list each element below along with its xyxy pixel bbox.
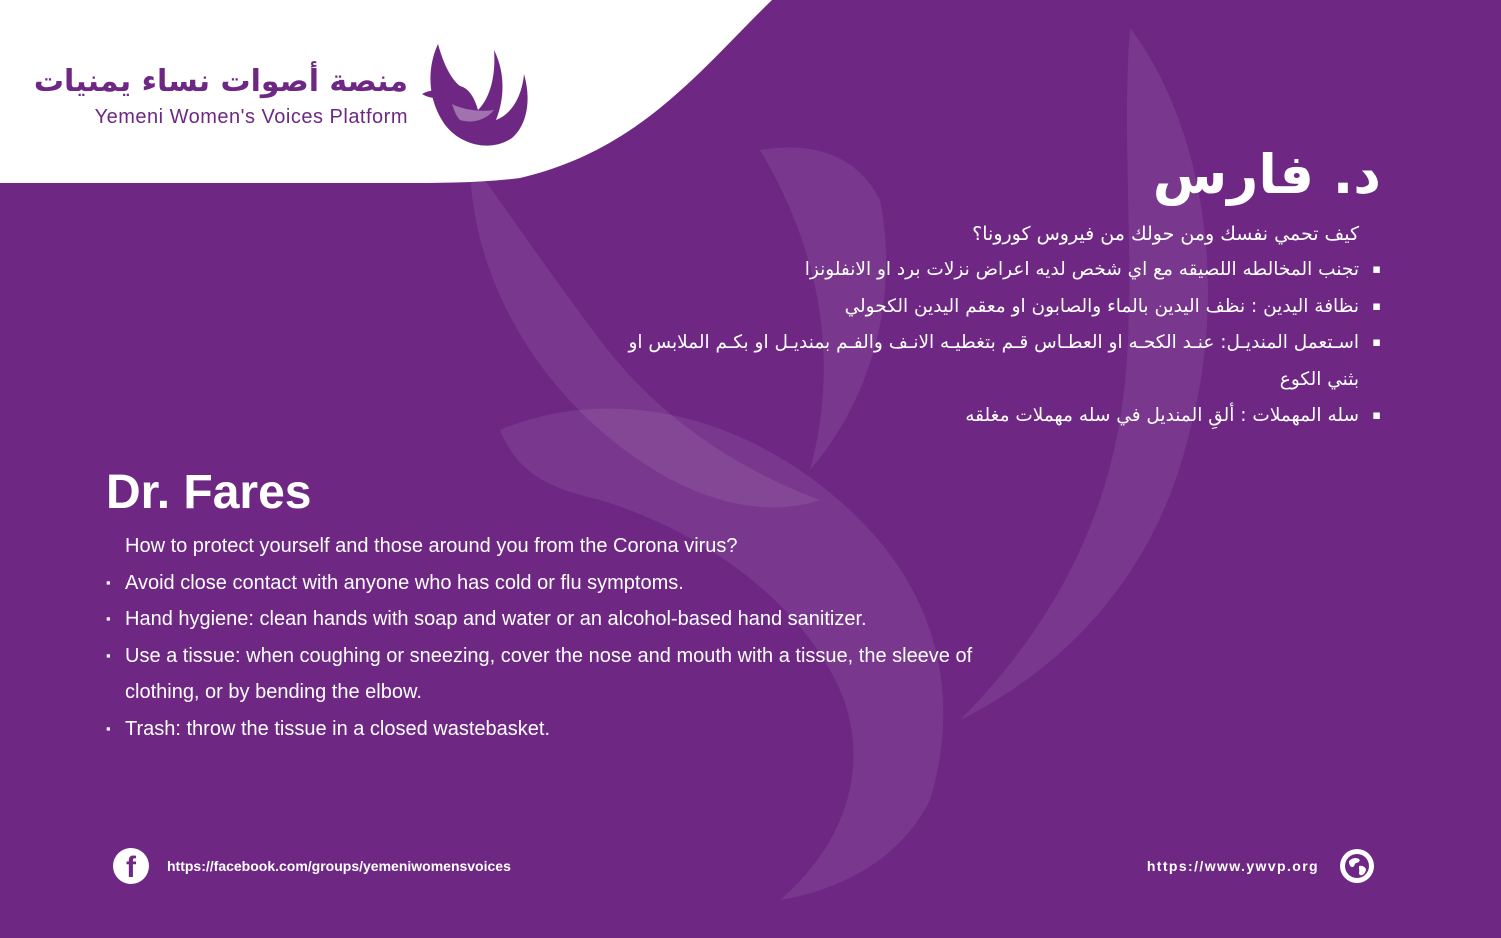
arabic-title: د. فارس (1152, 143, 1381, 206)
english-tip-text: Avoid close contact with anyone who has cold or flu symptoms. (125, 571, 684, 594)
arabic-tip-trash (621, 398, 1381, 435)
bullet-icon: ▪ (1372, 408, 1381, 423)
english-tip-text: Hand hygiene: clean hands with soap and water or an alcohol-based hand sanitizer. (125, 608, 867, 630)
arabic-tip-text: نظافة اليدين : نظف اليدين بالماء والصابون او معقم اليدين الكحولي (844, 295, 1359, 317)
logo-arabic-name: منصة أصوات نساء يمنيات (33, 64, 408, 99)
arabic-section (621, 140, 1381, 435)
website-link[interactable]: https://www.ywvp.org (1146, 858, 1319, 874)
bullet-icon: ▪ (106, 574, 111, 590)
arabic-tip-hand-hygiene (621, 289, 1381, 326)
english-question: How to protect yourself and those around you from the Corona virus? (125, 535, 738, 557)
arabic-tip-tissue (621, 325, 1381, 398)
bullet-icon: ▪ (106, 647, 111, 663)
bullet-icon: ▪ (106, 720, 111, 736)
arabic-tip-text: اسـتعمل المنديـل: عنـد الكحـه او العطـاس قـم بتغطيـه الانـف والفـم بمنديـل او بكـم الملابس او بثني الكوع (628, 332, 1359, 390)
english-tip-trash (106, 711, 1006, 748)
bullet-icon: ▪ (106, 611, 111, 626)
arabic-tip-text: سله المهملات : ألقِ المنديل في سله مهملات مغلقه (965, 405, 1359, 426)
arabic-tip-avoid-contact (621, 252, 1381, 289)
english-title: Dr. Fares (106, 466, 312, 519)
english-section (106, 462, 1006, 747)
english-tip-text: Trash: throw the tissue in a closed wastebasket. (125, 717, 551, 740)
arabic-tips-list (621, 252, 1381, 435)
dove-icon (420, 40, 530, 152)
english-tip-text: Use a tissue: when coughing or sneezing, cover the nose and mouth with a tissue, the sleeve of clothing, or by bending the elbow. (125, 644, 973, 703)
english-tip-hand-hygiene (106, 601, 1006, 638)
arabic-question: كيف تحمي نفسك ومن حولك من فيروس كورونا؟ (972, 223, 1359, 245)
english-tip-tissue (106, 638, 1006, 711)
globe-icon[interactable] (1339, 848, 1375, 884)
footer-facebook (113, 847, 511, 885)
footer-website (1147, 847, 1375, 885)
bullet-icon: ▪ (1372, 335, 1381, 350)
facebook-link[interactable]: https://facebook.com/groups/yemeniwomensvoices (167, 858, 511, 874)
facebook-icon[interactable]: f (113, 848, 149, 884)
english-tip-avoid-contact (106, 565, 1006, 602)
english-tips-list (106, 565, 1006, 748)
logo (33, 40, 530, 160)
bullet-icon: ▪ (1372, 262, 1381, 277)
arabic-tip-text: تجنب المخالطه اللصيقه مع اي شخص لديه اعراض نزلات برد او الانفلونزا (804, 259, 1359, 280)
logo-english-name: Yemeni Women's Voices Platform (94, 106, 408, 128)
bullet-icon: ▪ (1372, 298, 1381, 314)
